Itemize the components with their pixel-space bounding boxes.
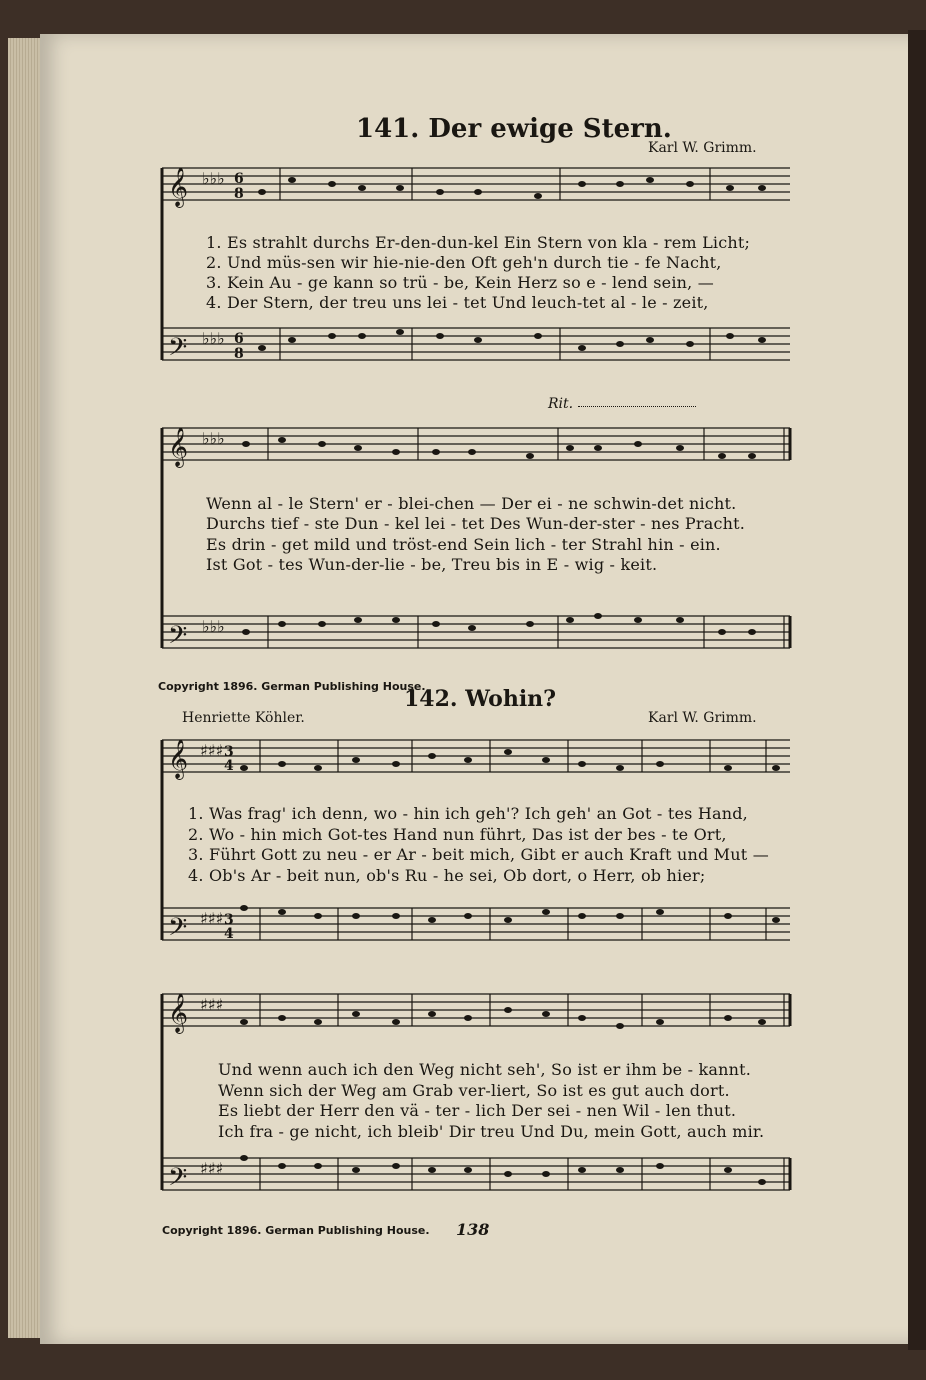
ritardando-mark: Rit. bbox=[548, 396, 574, 412]
ritardando-line bbox=[578, 406, 696, 407]
hymn-141-composer: Karl W. Grimm. bbox=[648, 140, 757, 156]
svg-text:4: 4 bbox=[224, 758, 234, 774]
hymn-142-verse-2b: Wenn sich der Weg am Grab ver-liert, So ist es gut auch dort. bbox=[218, 1081, 730, 1100]
svg-text:3: 3 bbox=[224, 744, 234, 760]
svg-text:♯♯♯: ♯♯♯ bbox=[200, 995, 224, 1014]
svg-text:♯♯♯: ♯♯♯ bbox=[200, 909, 224, 928]
hymn-142-composer: Karl W. Grimm. bbox=[648, 710, 757, 726]
svg-text:𝄞: 𝄞 bbox=[168, 427, 189, 467]
svg-text:𝄢: 𝄢 bbox=[168, 621, 188, 656]
hymn-141-verse-2a: 2. Und müs-sen wir hie-nie-den Oft geh'n durch tie - fe Nacht, bbox=[206, 253, 722, 272]
hymn-141-verse-1b: Wenn al - le Stern' er - blei-chen — Der ei - ne schwin-det nicht. bbox=[206, 494, 737, 513]
svg-text:6: 6 bbox=[234, 171, 244, 187]
svg-text:𝄞: 𝄞 bbox=[168, 993, 189, 1033]
hymn-142-verse-2a: 2. Wo - hin mich Got-tes Hand nun führt, Das ist der bes - te Ort, bbox=[188, 825, 727, 844]
hymn-142-poet: Henriette Köhler. bbox=[182, 710, 305, 726]
hymn-142-verse-3a: 3. Führt Gott zu neu - er Ar - beit mich, Gibt er auch Kraft und Mut — bbox=[188, 845, 769, 864]
hymn-142-verse-1a: 1. Was frag' ich denn, wo - hin ich geh'? Ich geh' an Got - tes Hand, bbox=[188, 804, 748, 823]
hymn-141-verse-1a: 1. Es strahlt durchs Er-den-dun-kel Ein Stern von kla - rem Licht; bbox=[206, 233, 751, 252]
hymn-141-title: 141. Der ewige Stern. bbox=[356, 114, 672, 144]
hymn-141-verse-3a: 3. Kein Au - ge kann so trü - be, Kein Herz so e - lend sein, — bbox=[206, 273, 714, 292]
hymn-142-title: 142. Wohin? bbox=[404, 686, 557, 712]
svg-text:𝄢: 𝄢 bbox=[168, 913, 188, 948]
hymn-142-verse-4a: 4. Ob's Ar - beit nun, ob's Ru - he sei, Ob dort, o Herr, ob hier; bbox=[188, 866, 706, 885]
svg-text:♭♭♭: ♭♭♭ bbox=[202, 617, 225, 636]
svg-text:𝄢: 𝄢 bbox=[168, 333, 188, 368]
copyright-141: Copyright 1896. German Publishing House. bbox=[158, 680, 426, 693]
hymn-141-verse-4a: 4. Der Stern, der treu uns lei - tet Und leuch-tet al - le - zeit, bbox=[206, 293, 709, 312]
page-number: 138 bbox=[456, 1220, 490, 1239]
svg-text:♭♭♭: ♭♭♭ bbox=[202, 169, 225, 188]
svg-text:♭♭♭: ♭♭♭ bbox=[202, 429, 225, 448]
hymn-142-verse-1b: Und wenn auch ich den Weg nicht seh', So ist er ihm be - kannt. bbox=[218, 1060, 752, 1079]
svg-text:8: 8 bbox=[234, 186, 244, 202]
hymn-142-verse-3b: Es liebt der Herr den vä - ter - lich Der sei - nen Wil - len thut. bbox=[218, 1101, 737, 1120]
svg-text:4: 4 bbox=[224, 926, 234, 942]
hymn-142-verse-4b: Ich fra - ge nicht, ich bleib' Dir treu Und Du, mein Gott, auch mir. bbox=[218, 1122, 765, 1141]
svg-text:♯♯♯: ♯♯♯ bbox=[200, 741, 224, 760]
svg-text:𝄞: 𝄞 bbox=[168, 739, 189, 779]
svg-text:𝄞: 𝄞 bbox=[168, 167, 189, 207]
copyright-142: Copyright 1896. German Publishing House. bbox=[162, 1224, 430, 1237]
svg-text:6: 6 bbox=[234, 331, 244, 347]
svg-text:8: 8 bbox=[234, 346, 244, 362]
svg-text:♯♯♯: ♯♯♯ bbox=[200, 1159, 224, 1178]
hymn-141-verse-4b: Ist Got - tes Wun-der-lie - be, Treu bis in E - wig - keit. bbox=[206, 555, 658, 574]
cover-edge bbox=[908, 30, 926, 1350]
svg-text:♭♭♭: ♭♭♭ bbox=[202, 329, 225, 348]
svg-text:3: 3 bbox=[224, 912, 234, 928]
hymn-141-verse-3b: Es drin - get mild und tröst-end Sein lich - ter Strahl hin - ein. bbox=[206, 535, 721, 554]
hymn-141-verse-2b: Durchs tief - ste Dun - kel lei - tet Des Wun-der-ster - nes Pracht. bbox=[206, 514, 746, 533]
svg-text:𝄢: 𝄢 bbox=[168, 1163, 188, 1198]
